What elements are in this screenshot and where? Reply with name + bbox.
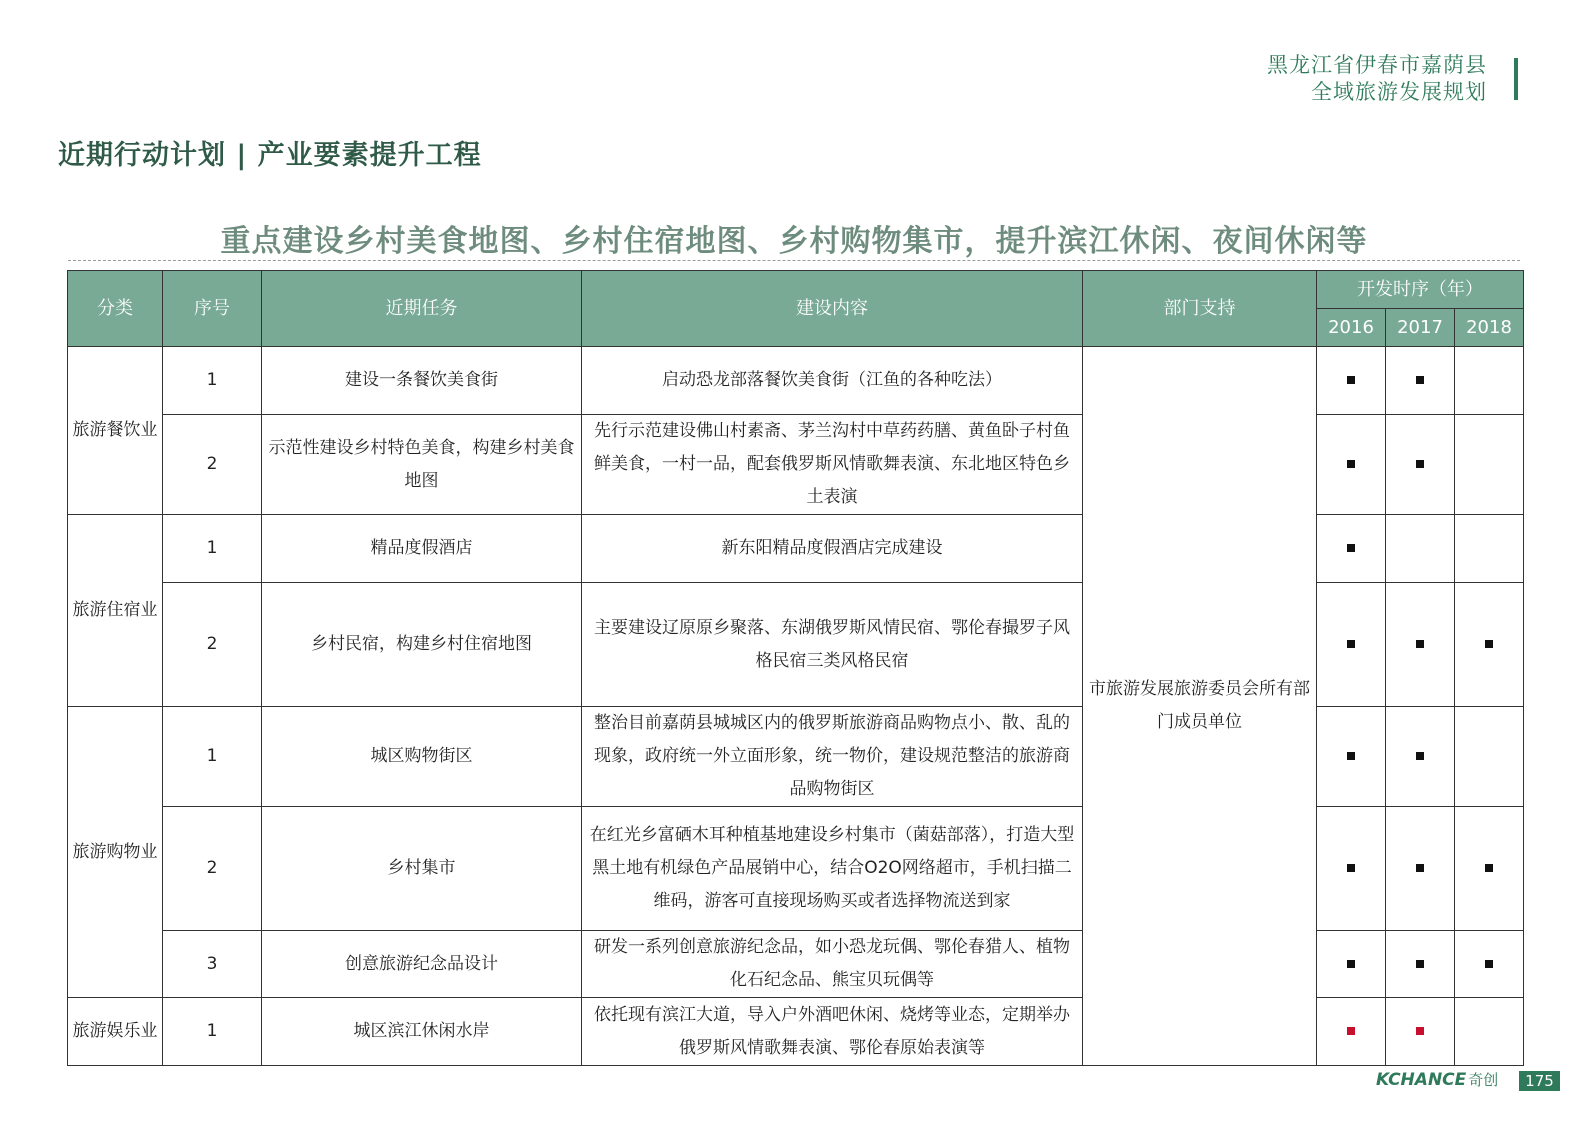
schedule-mark-icon: [1347, 864, 1355, 872]
index-cell: 1: [163, 707, 262, 807]
task-cell: 建设一条餐饮美食街: [262, 347, 582, 415]
header-line-1: 黑龙江省伊春市嘉荫县: [1267, 53, 1487, 77]
task-cell: 乡村集市: [262, 807, 582, 931]
timeline-cell-2017: [1386, 931, 1455, 998]
header-year-2016: 2016: [1317, 309, 1386, 347]
schedule-mark-icon: [1416, 752, 1424, 760]
timeline-cell-2016: [1317, 998, 1386, 1066]
timeline-cell-2016: [1317, 347, 1386, 415]
schedule-mark-icon: [1347, 376, 1355, 384]
header-category: 分类: [68, 271, 163, 347]
schedule-mark-icon: [1416, 960, 1424, 968]
task-cell: 乡村民宿，构建乡村住宿地图: [262, 583, 582, 707]
index-cell: 1: [163, 347, 262, 415]
logo-text: KCHANCE: [1376, 1070, 1467, 1090]
table-row: [68, 347, 1524, 415]
schedule-mark-icon: [1416, 864, 1424, 872]
page-title: 近期行动计划 | 产业要素提升工程: [58, 140, 482, 171]
company-logo: [1376, 1069, 1498, 1090]
schedule-mark-icon: [1416, 376, 1424, 384]
task-cell: 创意旅游纪念品设计: [262, 931, 582, 998]
logo-cn: 奇创: [1468, 1071, 1499, 1089]
timeline-cell-2017: [1386, 998, 1455, 1066]
timeline-cell-2017: [1386, 583, 1455, 707]
schedule-mark-icon: [1347, 752, 1355, 760]
category-cell: 旅游餐饮业: [68, 347, 163, 515]
timeline-cell-2018: [1455, 515, 1524, 583]
schedule-mark-icon: [1347, 640, 1355, 648]
timeline-cell-2018: [1455, 415, 1524, 515]
header-content: 建设内容: [582, 271, 1083, 347]
timeline-cell-2017: [1386, 707, 1455, 807]
schedule-mark-icon: [1485, 640, 1493, 648]
category-cell: 旅游娱乐业: [68, 998, 163, 1066]
index-cell: 1: [163, 515, 262, 583]
category-cell: 旅游住宿业: [68, 515, 163, 707]
task-cell: 城区滨江休闲水岸: [262, 998, 582, 1066]
schedule-mark-icon: [1485, 864, 1493, 872]
content-cell: 依托现有滨江大道，导入户外酒吧休闲、烧烤等业态，定期举办俄罗斯风情歌舞表演、鄂伦春原始表演等: [582, 998, 1083, 1066]
header-accent-bar: [1514, 58, 1518, 100]
index-cell: 2: [163, 583, 262, 707]
header-timeline: 开发时序（年）: [1317, 271, 1524, 309]
timeline-cell-2018: [1455, 807, 1524, 931]
timeline-cell-2018: [1455, 347, 1524, 415]
schedule-mark-icon: [1416, 640, 1424, 648]
header-year-2017: 2017: [1386, 309, 1455, 347]
action-plan-table: [67, 270, 1524, 1066]
content-cell: 主要建设辽原原乡聚落、东湖俄罗斯风情民宿、鄂伦春撮罗子风格民宿三类风格民宿: [582, 583, 1083, 707]
subtitle-divider: [68, 260, 1520, 261]
department-cell: 市旅游发展旅游委员会所有部门成员单位: [1083, 347, 1317, 1066]
timeline-cell-2016: [1317, 931, 1386, 998]
timeline-cell-2016: [1317, 807, 1386, 931]
content-cell: 在红光乡富硒木耳种植基地建设乡村集市（菌菇部落），打造大型黑土地有机绿色产品展销中心，结合O2O网络超市，手机扫描二维码，游客可直接现场购买或者选择物流送到家: [582, 807, 1083, 931]
timeline-cell-2016: [1317, 415, 1386, 515]
content-cell: 整治目前嘉荫县城城区内的俄罗斯旅游商品购物点小、散、乱的现象，政府统一外立面形象，统一物价，建设规范整洁的旅游商品购物街区: [582, 707, 1083, 807]
category-cell: 旅游购物业: [68, 707, 163, 998]
schedule-mark-icon: [1347, 460, 1355, 468]
header-line-2: 全域旅游发展规划: [1311, 80, 1487, 104]
timeline-cell-2018: [1455, 931, 1524, 998]
content-cell: 先行示范建设佛山村素斋、茅兰沟村中草药药膳、黄鱼卧子村鱼鲜美食，一村一品，配套俄罗斯风情歌舞表演、东北地区特色乡土表演: [582, 415, 1083, 515]
header-task: 近期任务: [262, 271, 582, 347]
schedule-mark-icon: [1347, 1027, 1355, 1035]
timeline-cell-2016: [1317, 515, 1386, 583]
timeline-cell-2017: [1386, 807, 1455, 931]
schedule-mark-icon: [1485, 960, 1493, 968]
index-cell: 2: [163, 807, 262, 931]
schedule-mark-icon: [1347, 960, 1355, 968]
timeline-cell-2017: [1386, 515, 1455, 583]
schedule-mark-icon: [1347, 544, 1355, 552]
timeline-cell-2017: [1386, 415, 1455, 515]
content-cell: 启动恐龙部落餐饮美食街（江鱼的各种吃法）: [582, 347, 1083, 415]
schedule-mark-icon: [1416, 1027, 1424, 1035]
page-subtitle: 重点建设乡村美食地图、乡村住宿地图、乡村购物集市，提升滨江休闲、夜间休闲等: [220, 224, 1368, 259]
header-department: 部门支持: [1083, 271, 1317, 347]
task-cell: 城区购物街区: [262, 707, 582, 807]
content-cell: 研发一系列创意旅游纪念品，如小恐龙玩偶、鄂伦春猎人、植物化石纪念品、熊宝贝玩偶等: [582, 931, 1083, 998]
index-cell: 3: [163, 931, 262, 998]
task-cell: 精品度假酒店: [262, 515, 582, 583]
page-number: 175: [1519, 1071, 1560, 1091]
timeline-cell-2017: [1386, 347, 1455, 415]
timeline-cell-2018: [1455, 707, 1524, 807]
timeline-cell-2018: [1455, 583, 1524, 707]
timeline-cell-2016: [1317, 583, 1386, 707]
content-cell: 新东阳精品度假酒店完成建设: [582, 515, 1083, 583]
timeline-cell-2016: [1317, 707, 1386, 807]
index-cell: 1: [163, 998, 262, 1066]
header-index: 序号: [163, 271, 262, 347]
table-body: [68, 347, 1524, 1066]
header-year-2018: 2018: [1455, 309, 1524, 347]
task-cell: 示范性建设乡村特色美食，构建乡村美食地图: [262, 415, 582, 515]
timeline-cell-2018: [1455, 998, 1524, 1066]
schedule-mark-icon: [1416, 460, 1424, 468]
index-cell: 2: [163, 415, 262, 515]
document-header: [1267, 52, 1487, 106]
